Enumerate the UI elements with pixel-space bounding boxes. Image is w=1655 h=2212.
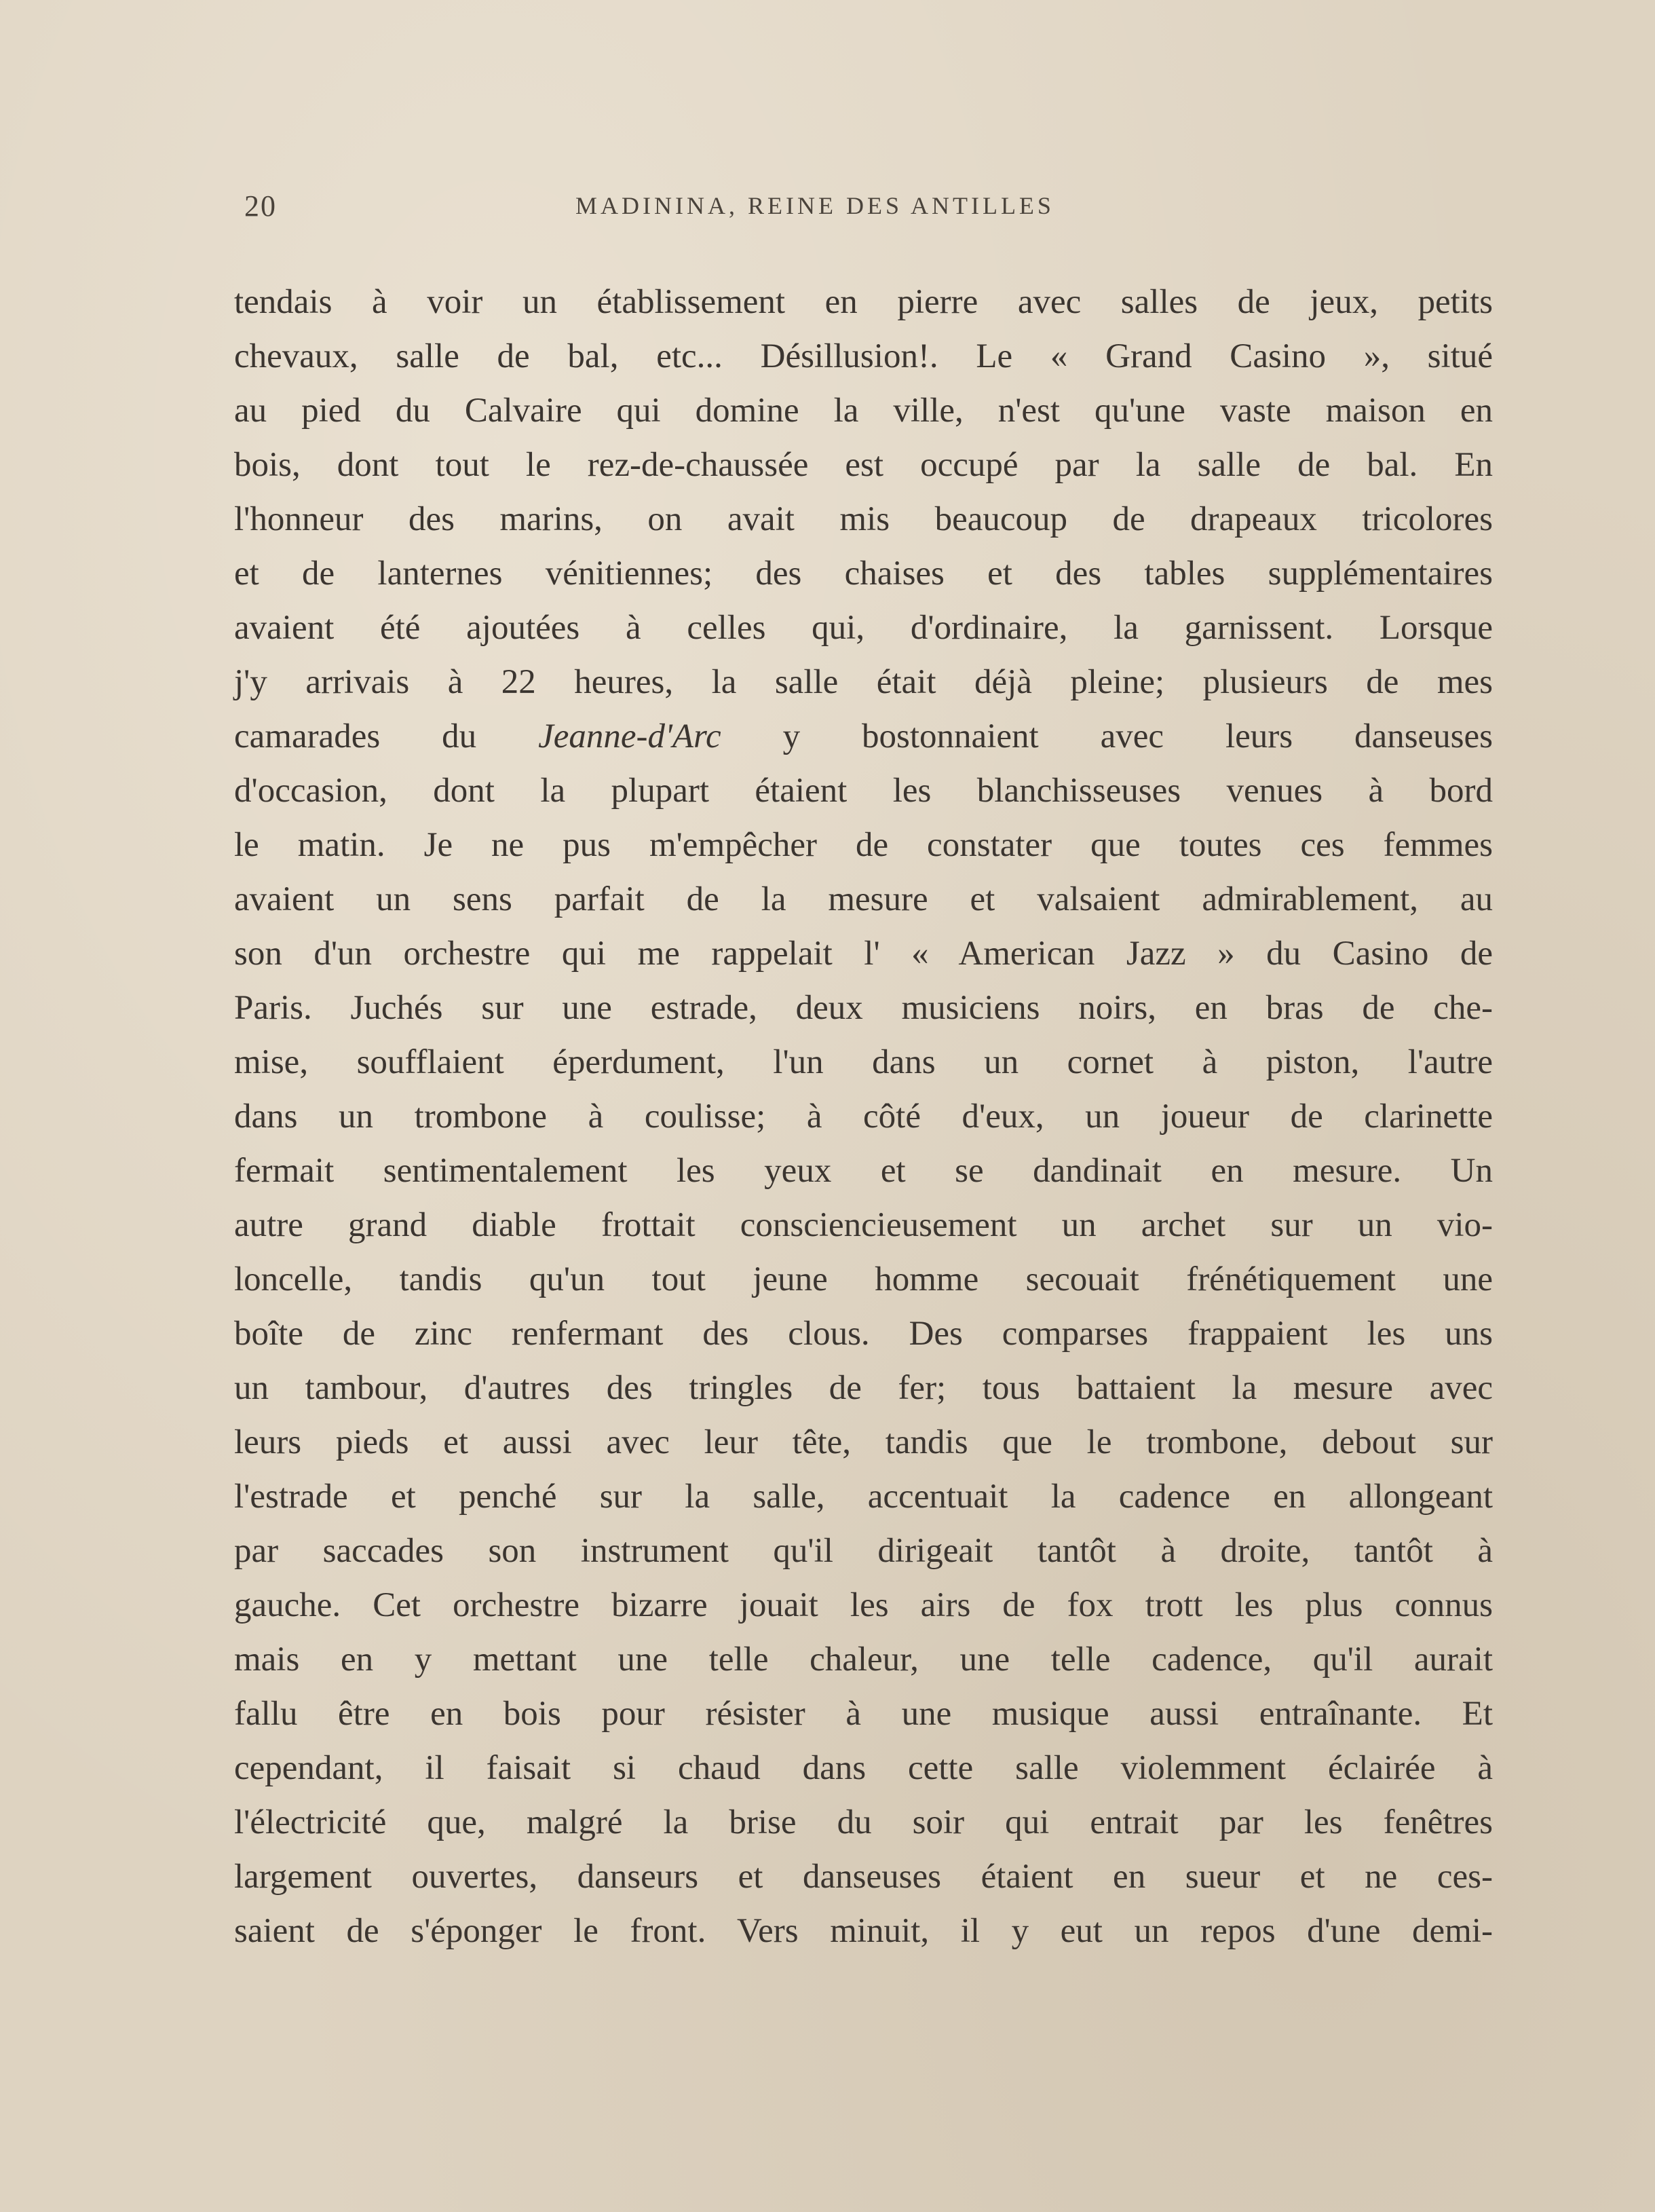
text-line: le matin. Je ne pus m'empêcher de constater que toutes ces femmes — [234, 826, 1493, 864]
text-line: fallu être en bois pour résister à une musique aussi entraînante. Et — [234, 1695, 1493, 1733]
text-line: dans un trombone à coulisse; à côté d'eux, un joueur de clarinette — [234, 1098, 1493, 1136]
body-text — [234, 275, 1493, 1958]
text-line: l'honneur des marins, on avait mis beaucoup de drapeaux tricolores — [234, 500, 1493, 538]
text-line: mais en y mettant une telle chaleur, une telle cadence, qu'il aurait — [234, 1641, 1493, 1679]
text-line: largement ouvertes, danseurs et danseuses étaient en sueur et ne ces- — [234, 1858, 1493, 1896]
text-line: mise, soufflaient éperdument, l'un dans un cornet à piston, l'autre — [234, 1043, 1493, 1081]
text-fragment: y bostonnaient avec leurs danseuses — [782, 717, 1494, 755]
text-line: avaient un sens parfait de la mesure et valsaient admirablement, au — [234, 880, 1493, 918]
page-number: 20 — [244, 189, 277, 223]
text-line: saient de s'éponger le front. Vers minuit, il y eut un repos d'une demi- — [234, 1912, 1493, 1950]
text-line: gauche. Cet orchestre bizarre jouait les airs de fox trott les plus connus — [234, 1586, 1493, 1624]
text-line: avaient été ajoutées à celles qui, d'ordinaire, la garnissent. Lorsque — [234, 609, 1493, 647]
running-title: MADININA, REINE DES ANTILLES — [575, 192, 1054, 219]
text-line: loncelle, tandis qu'un tout jeune homme secouait frénétiquement une — [234, 1260, 1493, 1298]
text-line: au pied du Calvaire qui domine la ville, n'est qu'une vaste maison en — [234, 392, 1493, 430]
text-line: fermait sentimentalement les yeux et se dandinait en mesure. Un — [234, 1152, 1493, 1190]
text-line: son d'un orchestre qui me rappelait l' « American Jazz » du Casino de — [234, 935, 1493, 973]
text-line: boîte de zinc renfermant des clous. Des comparses frappaient les uns — [234, 1315, 1493, 1353]
text-line: cependant, il faisait si chaud dans cette salle violemment éclairée à — [234, 1749, 1493, 1787]
text-fragment: camarades du — [234, 717, 477, 755]
text-line: l'électricité que, malgré la brise du soir qui entrait par les fenêtres — [234, 1803, 1493, 1841]
text-line: et de lanternes vénitiennes; des chaises et des tables supplémentaires — [234, 555, 1493, 593]
text-line: par saccades son instrument qu'il dirigeait tantôt à droite, tantôt à — [234, 1532, 1493, 1570]
text-line: leurs pieds et aussi avec leur tête, tandis que le trombone, debout sur — [234, 1423, 1493, 1461]
text-line-with-ship-name — [234, 709, 1493, 764]
ship-name: Jeanne-d'Arc — [538, 717, 721, 755]
running-head — [244, 189, 1496, 227]
text-line: un tambour, d'autres des tringles de fer; tous battaient la mesure avec — [234, 1369, 1493, 1407]
text-line: chevaux, salle de bal, etc... Désillusion!. Le « Grand Casino », situé — [234, 337, 1493, 375]
text-line: l'estrade et penché sur la salle, accentuait la cadence en allongeant — [234, 1478, 1493, 1516]
text-line: tendais à voir un établissement en pierre avec salles de jeux, petits — [234, 283, 1493, 321]
text-line: autre grand diable frottait consciencieusement un archet sur un vio- — [234, 1206, 1493, 1244]
text-line: j'y arrivais à 22 heures, la salle était déjà pleine; plusieurs de mes — [234, 663, 1493, 701]
text-line: bois, dont tout le rez-de-chaussée est occupé par la salle de bal. En — [234, 446, 1493, 484]
text-line: d'occasion, dont la plupart étaient les blanchisseuses venues à bord — [234, 772, 1493, 810]
text-line: Paris. Juchés sur une estrade, deux musiciens noirs, en bras de che- — [234, 989, 1493, 1027]
